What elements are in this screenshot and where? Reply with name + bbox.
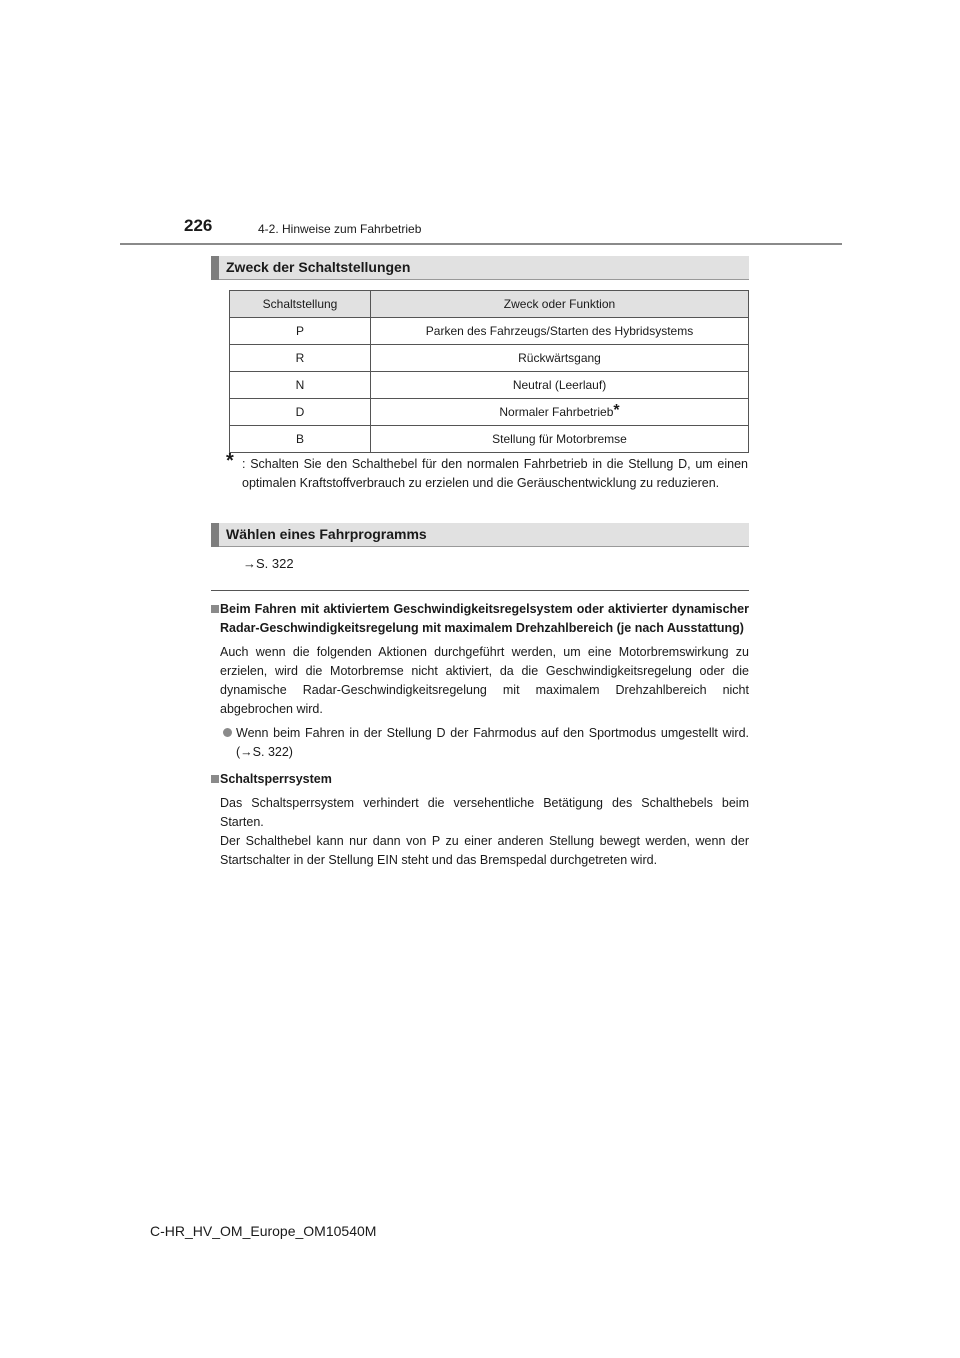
note-heading-text: Schaltsperrsystem — [220, 772, 332, 786]
table-cell: R — [230, 345, 371, 372]
note-bullet — [220, 724, 749, 762]
column-header: Schaltstellung — [230, 291, 371, 318]
table-cell: D — [230, 399, 371, 426]
section-header-drive-mode — [211, 523, 749, 547]
table-cell: N — [230, 372, 371, 399]
note-cruise-control — [211, 600, 749, 762]
table-row — [230, 345, 749, 372]
page-reference-link[interactable]: →S. 322 — [243, 556, 294, 571]
square-bullet-icon — [211, 775, 219, 783]
table-cell — [371, 399, 749, 426]
chapter-title: 4-2. Hinweise zum Fahrbetrieb — [258, 222, 422, 236]
note-heading — [211, 600, 749, 638]
footnote-text: : Schalten Sie den Schalthebel für den normalen Fahrbetrieb in die Stellung D, um einen optimalen Kraftstoffverbrauch zu erzielen und die Geräuschentwicklung zu reduzieren. — [242, 457, 748, 490]
table-row — [230, 318, 749, 345]
table-cell: Stellung für Motorbremse — [371, 426, 749, 453]
table-row — [230, 399, 749, 426]
note-bullet-text: Wenn beim Fahren in der Stellung D der Fahrmodus auf den Sportmodus umgestellt wird. (→S. 322) — [236, 726, 749, 759]
column-header: Zweck oder Funktion — [371, 291, 749, 318]
table-header-row — [230, 291, 749, 318]
note-paragraph: Das Schaltsperrsystem verhindert die versehentliche Betätigung des Schalthebels beim Starten. — [220, 796, 749, 829]
document-id: C-HR_HV_OM_Europe_OM10540M — [150, 1223, 377, 1239]
table-row — [230, 372, 749, 399]
note-shift-lock — [211, 770, 749, 870]
footnote — [226, 450, 748, 493]
section-header-shift-positions — [211, 256, 749, 280]
shift-position-table — [229, 290, 749, 453]
table-cell: B — [230, 426, 371, 453]
table-cell: Rückwärtsgang — [371, 345, 749, 372]
note-heading-text: Beim Fahren mit aktiviertem Geschwindigkeitsregelsystem oder aktivierter dynamischer Radar-Geschwindigkeitsregelung mit maximalem Drehzahlbereich (je nach Ausstattung) — [220, 602, 749, 635]
section-accent — [211, 523, 219, 547]
section-accent — [211, 256, 219, 280]
header-rule — [120, 243, 842, 245]
note-paragraph: Der Schalthebel kann nur dann von P zu einer anderen Stellung bewegt werden, wenn der Startschalter in der Stellung EIN steht und das Bremspedal durchgetreten wird. — [220, 834, 749, 867]
table-cell: Neutral (Leerlauf) — [371, 372, 749, 399]
footnote-marker: * — [613, 402, 620, 419]
table-cell: P — [230, 318, 371, 345]
divider — [211, 590, 749, 591]
page-number: 226 — [184, 216, 213, 235]
table-cell: Parken des Fahrzeugs/Starten des Hybridsystems — [371, 318, 749, 345]
circle-bullet-icon — [223, 728, 232, 737]
cell-text: Normaler Fahrbetrieb — [499, 405, 614, 419]
square-bullet-icon — [211, 605, 219, 613]
section-title: Zweck der Schaltstellungen — [226, 259, 411, 275]
footnote-star: * — [226, 450, 234, 472]
note-heading — [211, 770, 749, 789]
section-title: Wählen eines Fahrprogramms — [226, 526, 427, 542]
note-paragraph: Auch wenn die folgenden Aktionen durchgeführt werden, um eine Motorbremswirkung zu erzielen, wird die Motorbremse nicht aktiviert, da die Geschwindigkeitsregelung oder die dynamische Radar-Geschwindigkeitsregelung mit maximalem Drehzahlbereich nicht abgebrochen wird. — [220, 645, 749, 716]
table-row — [230, 426, 749, 453]
